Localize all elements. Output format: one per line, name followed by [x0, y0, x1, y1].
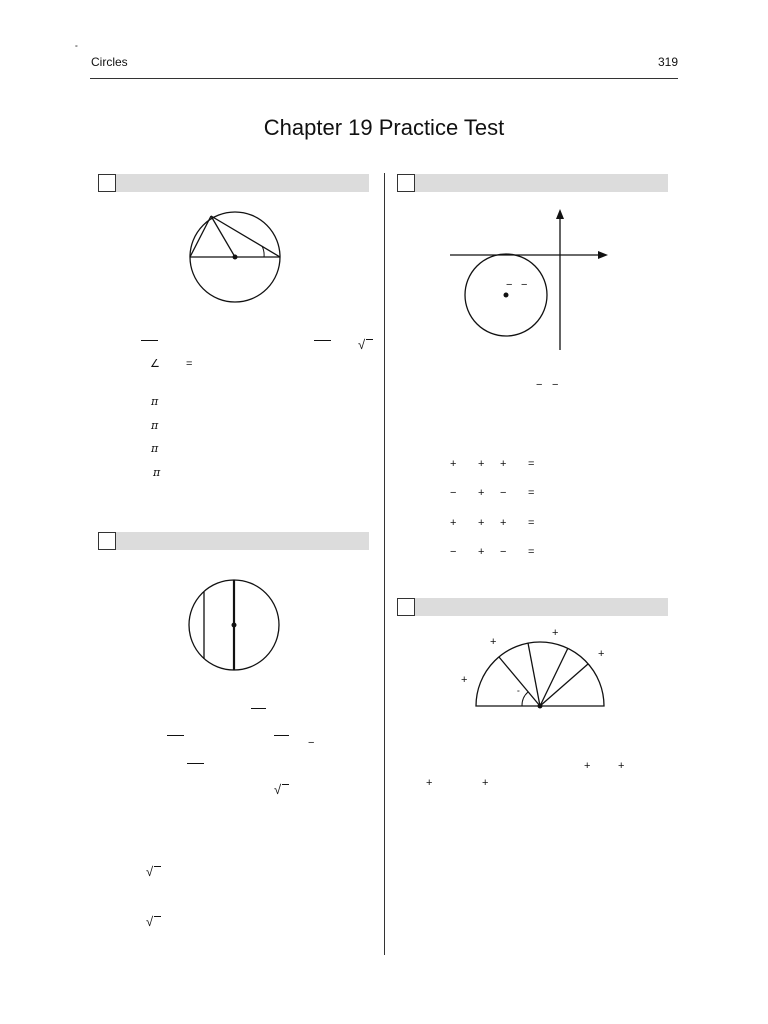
q4-text-plus-1: +	[584, 760, 591, 772]
q3-choice-b-op-3: −	[500, 487, 507, 499]
q3-choice-c-op-2: +	[478, 517, 485, 529]
question-1-band	[116, 174, 369, 192]
question-3-band	[415, 174, 668, 192]
q4-sector-label-plus-2: +	[552, 627, 559, 639]
q3-choice-d-op-1: −	[450, 546, 457, 558]
q2-choice-sqrt-1-bar	[154, 866, 161, 867]
q3-choice-c-op-1: +	[450, 517, 457, 529]
q3-center-minus-1: −	[506, 279, 513, 291]
q4-sector-label-plus-4: +	[461, 674, 468, 686]
q3-choice-d-op-2: +	[478, 546, 485, 558]
q3-choice-a-op-3: +	[500, 458, 507, 470]
header-rule	[90, 78, 678, 79]
q4-text-plus-2: +	[618, 760, 625, 772]
running-header-section: Circles	[91, 55, 128, 69]
q2-choice-sqrt-2: √	[146, 914, 154, 929]
question-4-band	[415, 598, 668, 616]
q2-overline-3	[274, 735, 289, 736]
q4-degree-mark: °	[517, 690, 520, 697]
angle-degree-mark: °	[75, 45, 78, 52]
circle-chords-figure	[180, 570, 290, 680]
q2-overline-2	[167, 735, 184, 736]
question-2-band	[116, 532, 369, 550]
q3-choice-c-eq: =	[528, 517, 535, 529]
q1-choice-b-pi: π	[151, 419, 159, 432]
question-1-number-box	[98, 174, 116, 192]
q1-choice-a-pi: π	[151, 395, 159, 408]
q3-text-minus-2: −	[552, 379, 559, 391]
q4-sector-label-plus-3: +	[598, 648, 605, 660]
question-3-number-box	[397, 174, 415, 192]
inscribed-triangle-figure	[180, 200, 290, 310]
q3-choice-b-op-2: +	[478, 487, 485, 499]
q1-overline-2	[314, 340, 331, 341]
column-divider	[384, 173, 385, 955]
q4-text-plus-4: +	[482, 777, 489, 789]
q1-sqrt-bar	[366, 339, 373, 340]
q2-sqrt-bar	[282, 784, 289, 785]
q3-choice-a-op-2: +	[478, 458, 485, 470]
q2-overline-4	[187, 763, 204, 764]
running-header-page-number: 319	[657, 55, 678, 69]
q1-equals: =	[186, 358, 193, 370]
q1-choice-d-pi: π	[153, 466, 161, 479]
question-2-number-box	[98, 532, 116, 550]
q3-choice-b-eq: =	[528, 487, 535, 499]
q3-choice-c-op-3: +	[500, 517, 507, 529]
circle-on-axes-figure	[440, 205, 620, 355]
page-title: Chapter 19 Practice Test	[263, 115, 505, 140]
q1-overline-1	[141, 340, 158, 341]
q3-choice-a-eq: =	[528, 458, 535, 470]
q2-choice-sqrt-1: √	[146, 864, 154, 879]
q2-overline-1	[251, 708, 266, 709]
q4-text-plus-3: +	[426, 777, 433, 789]
question-4-number-box	[397, 598, 415, 616]
q1-choice-c-pi: π	[151, 442, 159, 455]
q3-choice-d-op-3: −	[500, 546, 507, 558]
q1-sqrt: √	[358, 337, 366, 352]
q2-minus: −	[308, 737, 315, 749]
q1-angle: ∠	[150, 358, 160, 370]
q4-sector-label-plus-1: +	[490, 636, 497, 648]
q3-choice-a-op-1: +	[450, 458, 457, 470]
q2-choice-sqrt-2-bar	[154, 916, 161, 917]
q3-text-minus-1: −	[536, 379, 543, 391]
q3-choice-d-eq: =	[528, 546, 535, 558]
q2-sqrt: √	[274, 782, 282, 797]
q3-center-minus-2: −	[521, 279, 528, 291]
q3-choice-b-op-1: −	[450, 487, 457, 499]
